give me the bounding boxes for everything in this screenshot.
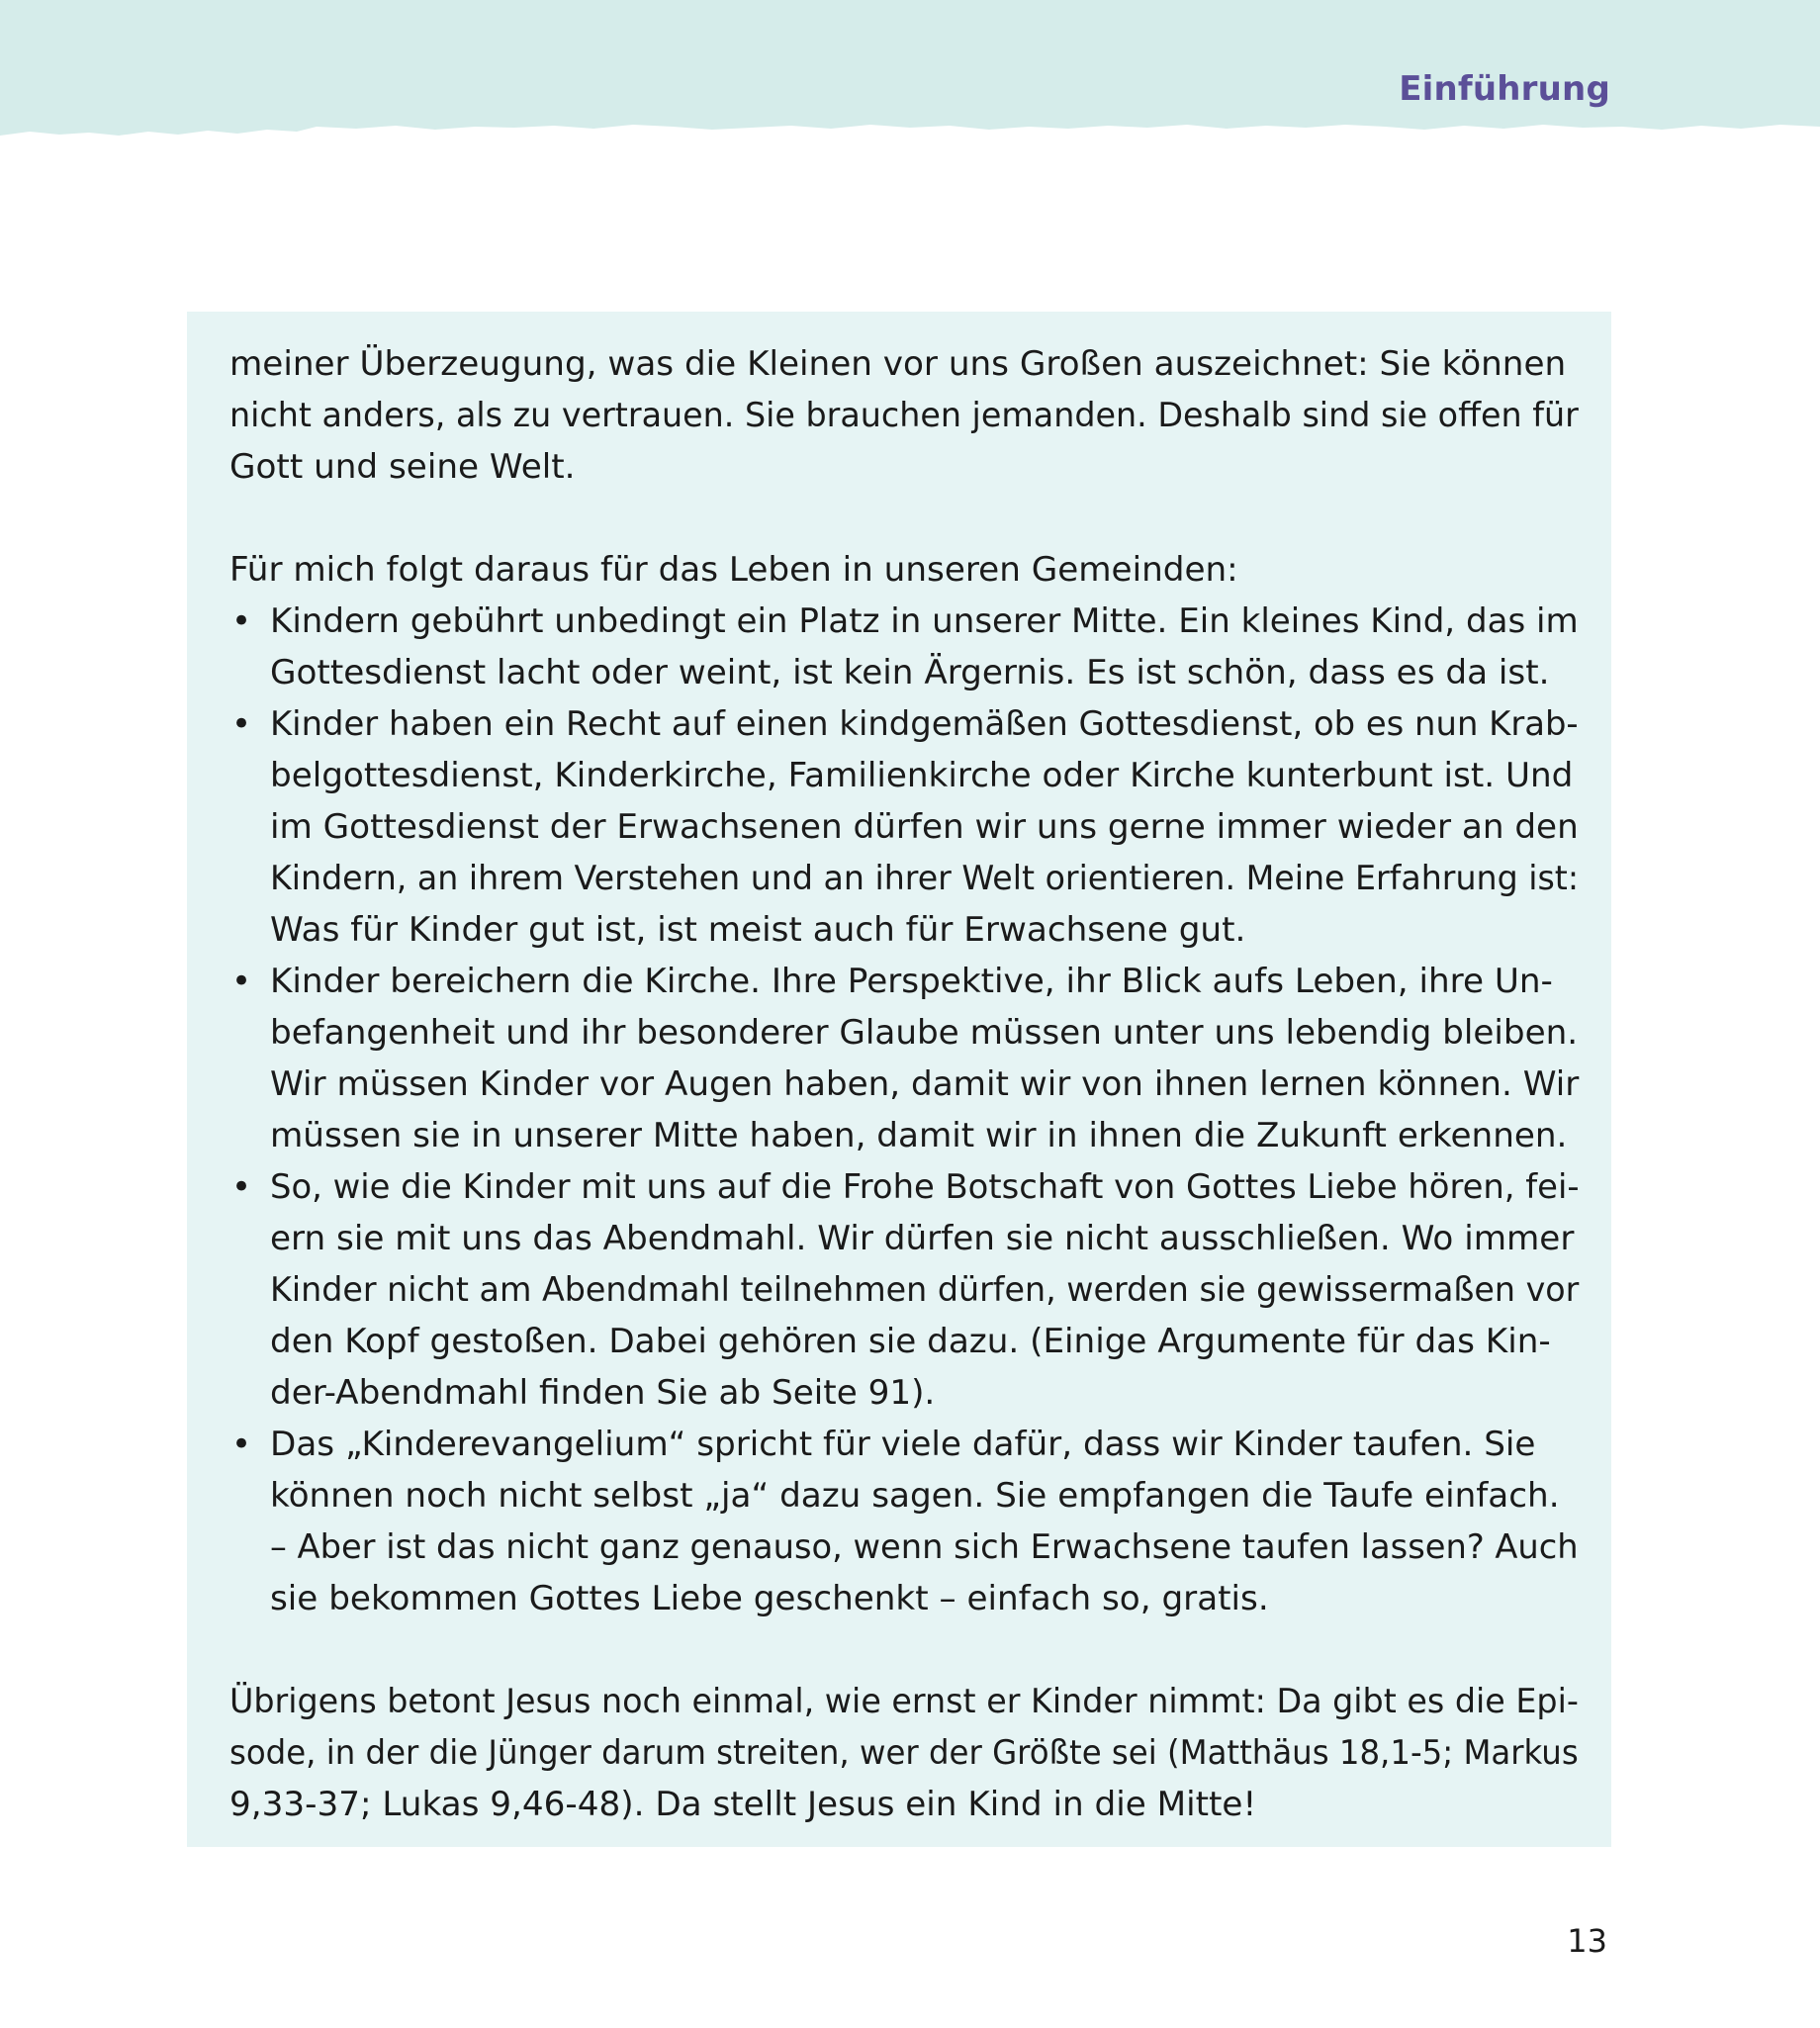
bullet-marker: • — [231, 1425, 252, 1464]
torn-paper-shape — [0, 0, 1820, 136]
bullet-line: ern sie mit uns das Abendmahl. Wir dürfen sie nicht ausschließen. Wo immer — [270, 1219, 1575, 1258]
bullet-item — [229, 1419, 1579, 1624]
bullet-line: im Gottesdienst der Erwachsenen dürfen wir uns gerne immer wieder an den — [270, 807, 1579, 847]
bullet-line: Kindern gebührt unbedingt ein Platz in unserer Mitte. Ein kleines Kind, das im — [270, 601, 1579, 641]
bullet-marker: • — [231, 704, 252, 744]
closing-line: sode, in der die Jünger darum streiten, wer der Größte sei (Matthäus 18,1-5; Markus — [229, 1733, 1579, 1773]
bullet-item — [229, 1161, 1579, 1419]
bullet-line: Kindern, an ihrem Verstehen und an ihrer Welt orientieren. Meine Erfahrung ist: — [270, 859, 1580, 898]
bullet-line: belgottesdienst, Kinderkirche, Familienkirche oder Kirche kunterbunt ist. Und — [270, 756, 1574, 795]
intro-line: Gott und seine Welt. — [229, 447, 576, 487]
page-number: 13 — [1567, 1922, 1607, 1960]
bullet-marker: • — [231, 962, 252, 1001]
bullet-marker: • — [231, 601, 252, 641]
bullet-line: der-Abendmahl finden Sie ab Seite 91). — [270, 1373, 936, 1413]
bullet-line: So, wie die Kinder mit uns auf die Frohe Botschaft von Gottes Liebe hören, fei- — [270, 1167, 1580, 1207]
content-box — [187, 312, 1611, 1847]
bullet-line: Kinder haben ein Recht auf einen kindgemäßen Gottesdienst, ob es nun Krab- — [270, 704, 1579, 744]
lead-in-line: Für mich folgt daraus für das Leben in unseren Gemeinden: — [229, 550, 1238, 590]
paragraph-spacer — [229, 1624, 1579, 1676]
bullet-line: Was für Kinder gut ist, ist meist auch für Erwachsene gut. — [270, 910, 1246, 950]
bullet-line: Wir müssen Kinder vor Augen haben, damit wir von ihnen lernen können. Wir — [270, 1064, 1580, 1104]
bullet-line: Gottesdienst lacht oder weint, ist kein Ärgernis. Es ist schön, dass es da ist. — [270, 653, 1550, 692]
lead-in-sentence — [229, 544, 1579, 596]
bullet-line: Kinder bereichern die Kirche. Ihre Perspektive, ihr Blick aufs Leben, ihre Un- — [270, 962, 1553, 1001]
closing-paragraph — [229, 1676, 1579, 1830]
bullet-line: können noch nicht selbst „ja“ dazu sagen. Sie empfangen die Taufe einfach. — [270, 1476, 1560, 1516]
closing-line: Übrigens betont Jesus noch einmal, wie ernst er Kinder nimmt: Da gibt es die Epi- — [229, 1682, 1579, 1721]
bullet-item — [229, 956, 1579, 1161]
bullet-item — [229, 596, 1579, 698]
bullet-line: den Kopf gestoßen. Dabei gehören sie dazu. (Einige Argumente für das Kin- — [270, 1322, 1551, 1361]
bullet-item — [229, 698, 1579, 956]
intro-line: nicht anders, als zu vertrauen. Sie brauchen jemanden. Deshalb sind sie offen für — [229, 396, 1579, 435]
bullet-line: – Aber ist das nicht ganz genauso, wenn sich Erwachsene taufen lassen? Auch — [270, 1527, 1579, 1567]
section-title: Einführung — [1399, 69, 1610, 109]
bullet-line: Das „Kinderevangelium“ spricht für viele dafür, dass wir Kinder taufen. Sie — [270, 1425, 1536, 1464]
bullet-line: müssen sie in unserer Mitte haben, damit wir in ihnen die Zukunft erkennen. — [270, 1116, 1568, 1155]
paragraph-spacer — [229, 493, 1579, 544]
bullet-line: befangenheit und ihr besonderer Glaube müssen unter uns lebendig bleiben. — [270, 1013, 1579, 1053]
bullet-marker: • — [231, 1167, 252, 1207]
intro-paragraph — [229, 338, 1579, 493]
bullet-line: Kinder nicht am Abendmahl teilnehmen dürfen, werden sie gewissermaßen vor — [270, 1270, 1580, 1310]
bullet-line: sie bekommen Gottes Liebe geschenkt – einfach so, gratis. — [270, 1579, 1269, 1618]
intro-line: meiner Überzeugung, was die Kleinen vor uns Großen auszeichnet: Sie können — [229, 344, 1567, 384]
closing-line: 9,33-37; Lukas 9,46-48). Da stellt Jesus ein Kind in die Mitte! — [229, 1785, 1257, 1824]
bullet-list — [229, 596, 1579, 1624]
